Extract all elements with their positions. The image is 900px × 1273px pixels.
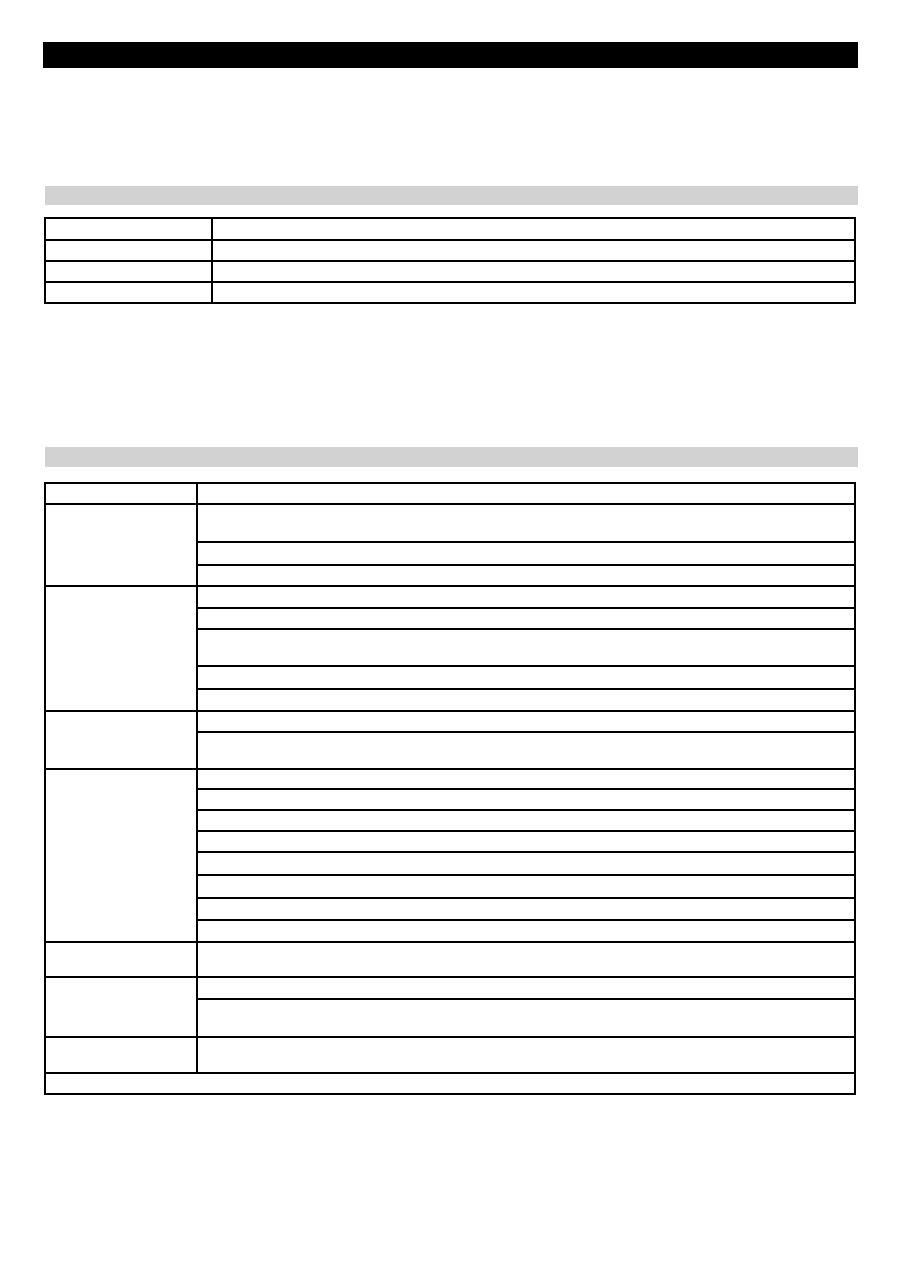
s1-row1-value: [212, 240, 855, 261]
table-row: [45, 769, 855, 789]
s2-group5-cell1: [197, 999, 855, 1037]
s2-group1-cell1: [197, 608, 855, 629]
s2-group1-cell3: [197, 666, 855, 689]
s2-group4-cell0: [197, 942, 855, 977]
s1-row1-label: [45, 240, 212, 261]
s2-group3-label: [45, 769, 197, 942]
s1-row3-value: [212, 282, 855, 303]
s2-group5-label: [45, 977, 197, 1037]
s2-group2-label: [45, 711, 197, 769]
table-row: [45, 282, 855, 303]
s2-group3-cell3: [197, 831, 855, 852]
table-row: [45, 977, 855, 999]
s2-group2-cell0: [197, 711, 855, 732]
s2-group0-cell2: [197, 565, 855, 586]
table-row: [45, 711, 855, 732]
s2-group3-cell6: [197, 898, 855, 920]
s2-group0-label: [45, 504, 197, 586]
s1-row2-label: [45, 261, 212, 282]
table-row: [45, 504, 855, 542]
s2-group3-cell5: [197, 875, 855, 898]
section1-table: [44, 217, 856, 304]
s2-group1-cell2: [197, 629, 855, 666]
s2-group0-cell0: [197, 504, 855, 542]
s2-group3-cell0: [197, 769, 855, 789]
table-row: [45, 1073, 855, 1094]
s2-group3-cell7: [197, 920, 855, 942]
s1-row0-label: [45, 218, 212, 240]
section2-header-bar: [45, 447, 858, 467]
table-row: [45, 1037, 855, 1073]
s2-group6-label: [45, 1037, 197, 1073]
s2-header-right: [197, 483, 855, 504]
s1-row2-value: [212, 261, 855, 282]
table-row: [45, 261, 855, 282]
s2-group1-label: [45, 586, 197, 711]
section1-header-bar: [45, 186, 858, 205]
table-row: [45, 942, 855, 977]
table-row: [45, 586, 855, 608]
s2-group1-cell4: [197, 689, 855, 711]
s2-group3-cell4: [197, 852, 855, 875]
s2-group6-cell0: [197, 1037, 855, 1073]
section2-table: [44, 482, 856, 1095]
s2-group3-cell2: [197, 810, 855, 831]
table-row: [45, 240, 855, 261]
s2-footer-cell: [45, 1073, 855, 1094]
s2-group1-cell0: [197, 586, 855, 608]
s1-row0-value: [212, 218, 855, 240]
table-row: [45, 218, 855, 240]
s2-group5-cell0: [197, 977, 855, 999]
s2-group4-label: [45, 942, 197, 977]
title-bar: [43, 42, 858, 68]
s2-header-left: [45, 483, 197, 504]
s2-group0-cell1: [197, 542, 855, 565]
table-row: [45, 483, 855, 504]
s2-group2-cell1: [197, 732, 855, 769]
s1-row3-label: [45, 282, 212, 303]
s2-group3-cell1: [197, 789, 855, 810]
